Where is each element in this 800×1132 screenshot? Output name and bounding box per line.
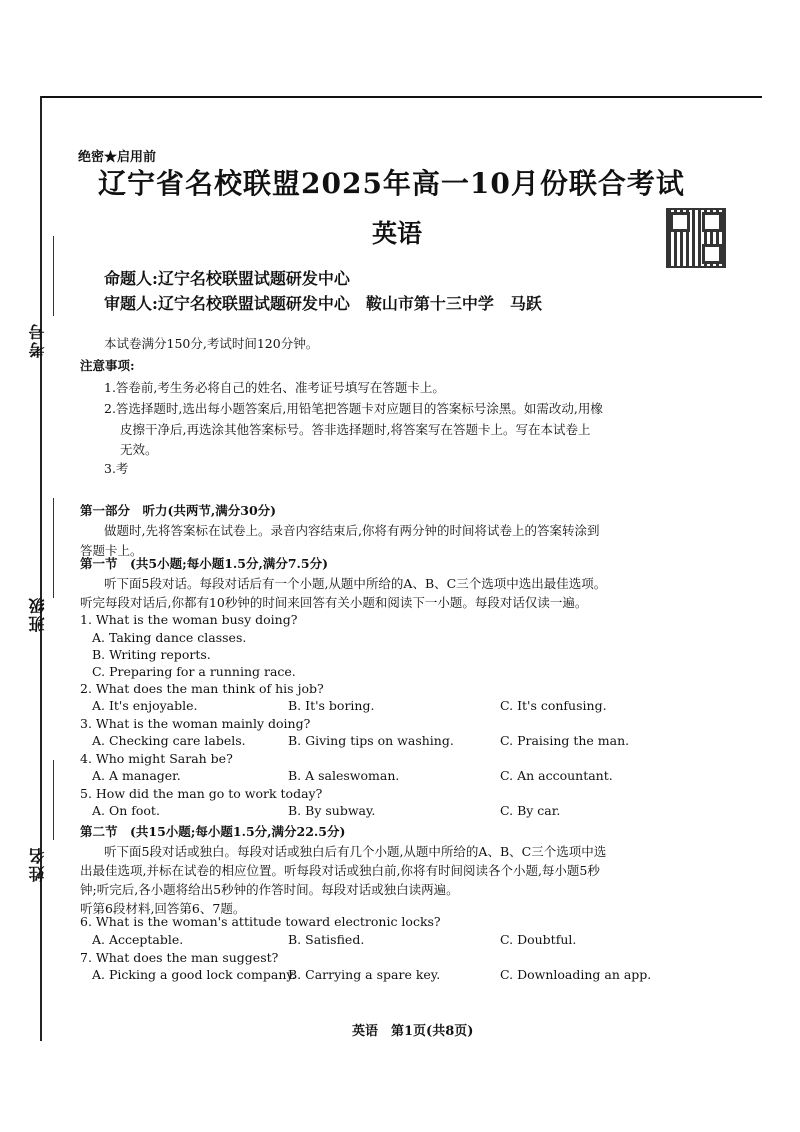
note-item-1: 1.答卷前,考生务必将自己的姓名、准考证号填写在答题卡上。 — [104, 380, 445, 395]
section2-desc-cont: 出最佳选项,并标在试卷的相应位置。听每段对话或独白前,你将有时间阅读各个小题,每小题5秒 — [80, 863, 600, 878]
option-6c: C. Doubtful. — [500, 932, 577, 947]
qr-code-icon — [666, 208, 726, 268]
section1-desc: 听下面5段对话。每段对话后有一个小题,从题中所给的A、B、C三个选项中选出最佳选项。 — [104, 576, 607, 591]
option-2c: C. It's confusing. — [500, 698, 607, 713]
name-label: 姓名 — [28, 846, 47, 882]
class-label: 班级 — [28, 596, 47, 632]
notes-title: 注意事项: — [80, 358, 135, 373]
option-4a: A. A manager. — [92, 768, 181, 783]
exam-title: 辽宁省名校联盟2025年高一10月份联合考试 — [98, 167, 685, 200]
binding-line — [40, 96, 42, 1041]
subject-title: 英语 — [372, 219, 423, 248]
question-6: 6. What is the woman's attitude toward electronic locks? — [80, 914, 441, 929]
page-footer: 英语 第1页(共8页) — [352, 1024, 474, 1039]
question-2: 2. What does the man think of his job? — [80, 681, 324, 696]
option-3b: B. Giving tips on washing. — [288, 733, 454, 748]
part1-intro-cont: 答题卡上。 — [80, 543, 143, 558]
margin-line — [53, 236, 54, 316]
question-1: 1. What is the woman busy doing? — [80, 612, 298, 627]
option-1b: B. Writing reports. — [92, 647, 211, 662]
question-3: 3. What is the woman mainly doing? — [80, 716, 311, 731]
option-1c: C. Preparing for a running race. — [92, 664, 296, 679]
section1-desc-cont: 听完每段对话后,你都有10秒钟的时间来回答有关小题和阅读下一小题。每段对话仅读一遍。 — [80, 595, 588, 610]
note-item-2: 2.答选择题时,选出每小题答案后,用铅笔把答题卡对应题目的答案标号涂黑。如需改动,用橡 — [104, 401, 603, 416]
top-rule — [40, 96, 762, 98]
exam-number-label: 考号 — [28, 322, 47, 358]
section2-heading: 第二节 (共15小题;每小题1.5分,满分22.5分) — [80, 824, 346, 839]
note-item-2-cont: 皮擦干净后,再选涂其他答案标号。答非选择题时,将答案写在答题卡上。写在本试卷上 — [120, 422, 591, 437]
part1-heading: 第一部分 听力(共两节,满分30分) — [80, 503, 277, 518]
option-2b: B. It's boring. — [288, 698, 375, 713]
section2-desc-end: 钟;听完后,各小题将给出5秒钟的作答时间。每段对话或独白读两遍。 — [80, 882, 459, 897]
score-line: 本试卷满分150分,考试时间120分钟。 — [104, 336, 319, 351]
part1-intro: 做题时,先将答案标在试卷上。录音内容结束后,你将有两分钟的时间将试卷上的答案转涂到 — [104, 523, 600, 538]
option-2a: A. It's enjoyable. — [92, 698, 198, 713]
note-item-3: 3.考 — [104, 461, 129, 476]
option-4b: B. A saleswoman. — [288, 768, 400, 783]
option-3a: A. Checking care labels. — [92, 733, 246, 748]
option-5a: A. On foot. — [92, 803, 160, 818]
question-5: 5. How did the man go to work today? — [80, 786, 323, 801]
option-1a: A. Taking dance classes. — [92, 630, 247, 645]
question-7: 7. What does the man suggest? — [80, 950, 279, 965]
option-6a: A. Acceptable. — [92, 932, 184, 947]
material-6-note: 听第6段材料,回答第6、7题。 — [80, 901, 246, 916]
reviewer-line: 审题人:辽宁名校联盟试题研发中心 鞍山市第十三中学 马跃 — [104, 294, 542, 313]
option-7a: A. Picking a good lock company. — [92, 967, 296, 982]
option-7b: B. Carrying a spare key. — [288, 967, 441, 982]
option-4c: C. An accountant. — [500, 768, 613, 783]
option-3c: C. Praising the man. — [500, 733, 630, 748]
author-line: 命题人:辽宁名校联盟试题研发中心 — [104, 269, 350, 288]
option-5b: B. By subway. — [288, 803, 376, 818]
section1-heading: 第一节 (共5小题;每小题1.5分,满分7.5分) — [80, 556, 328, 571]
margin-line — [53, 498, 54, 598]
note-item-2-end: 无效。 — [120, 442, 158, 457]
option-7c: C. Downloading an app. — [500, 967, 652, 982]
section2-desc: 听下面5段对话或独白。每段对话或独白后有几个小题,从题中所给的A、B、C三个选项中选 — [104, 844, 607, 859]
secret-mark: 绝密★启用前 — [78, 150, 157, 165]
option-6b: B. Satisfied. — [288, 932, 365, 947]
option-5c: C. By car. — [500, 803, 561, 818]
question-4: 4. Who might Sarah be? — [80, 751, 233, 766]
margin-line — [53, 760, 54, 840]
